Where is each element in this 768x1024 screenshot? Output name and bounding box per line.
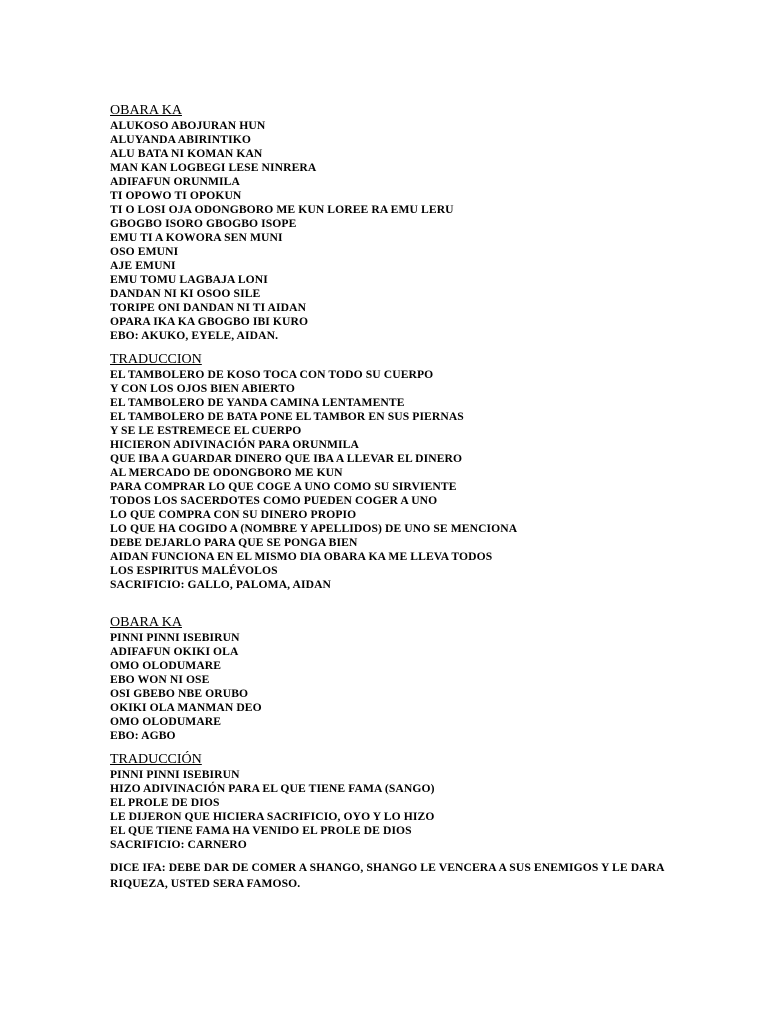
document-page: [110, 102, 750, 892]
section-obara-ka-2: [110, 614, 750, 743]
section-traduccion-1: [110, 351, 750, 592]
translation-line: Y CON LOS OJOS BIEN ABIERTO: [110, 382, 295, 395]
translation-line: AIDAN FUNCIONA EN EL MISMO DIA OBARA KA ME LLEVA TODOS: [110, 550, 493, 563]
section-traduccion-2: [110, 751, 750, 852]
translation-line: QUE IBA A GUARDAR DINERO QUE IBA A LLEVAR EL DINERO: [110, 452, 463, 465]
verse-line: ADIFAFUN ORUNMILA: [110, 175, 240, 188]
translation-line: HICIERON ADIVINACIÓN PARA ORUNMILA: [110, 438, 359, 451]
translation-line: Y SE LE ESTREMECE EL CUERPO: [110, 424, 302, 437]
verse-line: EBO: AKUKO, EYELE, AIDAN.: [110, 329, 279, 342]
section-heading: OBARA KA: [110, 615, 182, 630]
translation-line: LE DIJERON QUE HICIERA SACRIFICIO, OYO Y LO HIZO: [110, 810, 435, 823]
closing-note: [110, 860, 750, 892]
closing-text: DICE IFA: DEBE DAR DE COMER A SHANGO, SHANGO LE VENCERA A SUS ENEMIGOS Y LE DARA RIQUEZA, USTED SERA FAMOSO.: [110, 861, 664, 890]
verse-line: ALU BATA NI KOMAN KAN: [110, 147, 263, 160]
verse-line: TORIPE ONI DANDAN NI TI AIDAN: [110, 301, 307, 314]
verse-line: TI O LOSI OJA ODONGBORO ME KUN LOREE RA EMU LERU: [110, 203, 454, 216]
verse-line: OSI GBEBO NBE ORUBO: [110, 687, 249, 700]
translation-line: EL PROLE DE DIOS: [110, 796, 220, 809]
verse-line: OSO EMUNI: [110, 245, 179, 258]
translation-line: SACRIFICIO: GALLO, PALOMA, AIDAN: [110, 578, 332, 591]
verse-line: GBOGBO ISORO GBOGBO ISOPE: [110, 217, 297, 230]
translation-line: DEBE DEJARLO PARA QUE SE PONGA BIEN: [110, 536, 358, 549]
section-obara-ka-1: [110, 102, 750, 343]
verse-line: ADIFAFUN OKIKI OLA: [110, 645, 239, 658]
translation-line: SACRIFICIO: CARNERO: [110, 838, 247, 851]
verse-line: PINNI PINNI ISEBIRUN: [110, 631, 240, 644]
translation-line: PINNI PINNI ISEBIRUN: [110, 768, 240, 781]
translation-line: LOS ESPIRITUS MALÉVOLOS: [110, 564, 278, 577]
verse-line: ALUKOSO ABOJURAN HUN: [110, 119, 266, 132]
translation-line: LO QUE HA COGIDO A (NOMBRE Y APELLIDOS) DE UNO SE MENCIONA: [110, 522, 518, 535]
verse-line: ALUYANDA ABIRINTIKO: [110, 133, 251, 146]
section-heading: TRADUCCION: [110, 352, 202, 367]
section-heading: OBARA KA: [110, 103, 182, 118]
verse-line: EBO WON NI OSE: [110, 673, 210, 686]
translation-line: AL MERCADO DE ODONGBORO ME KUN: [110, 466, 343, 479]
translation-line: PARA COMPRAR LO QUE COGE A UNO COMO SU SIRVIENTE: [110, 480, 457, 493]
verse-line: OPARA IKA KA GBOGBO IBI KURO: [110, 315, 309, 328]
translation-line: EL TAMBOLERO DE BATA PONE EL TAMBOR EN SUS PIERNAS: [110, 410, 464, 423]
verse-line: AJE EMUNI: [110, 259, 176, 272]
verse-line: OMO OLODUMARE: [110, 659, 222, 672]
verse-line: OMO OLODUMARE: [110, 715, 222, 728]
translation-line: LO QUE COMPRA CON SU DINERO PROPIO: [110, 508, 357, 521]
section-heading: TRADUCCIÓN: [110, 752, 202, 767]
verse-line: EMU TI A KOWORA SEN MUNI: [110, 231, 283, 244]
translation-line: EL TAMBOLERO DE YANDA CAMINA LENTAMENTE: [110, 396, 405, 409]
translation-line: HIZO ADIVINACIÓN PARA EL QUE TIENE FAMA (SANGO): [110, 782, 435, 795]
verse-line: TI OPOWO TI OPOKUN: [110, 189, 242, 202]
translation-line: TODOS LOS SACERDOTES COMO PUEDEN COGER A UNO: [110, 494, 438, 507]
verse-line: EMU TOMU LAGBAJA LONI: [110, 273, 268, 286]
verse-line: OKIKI OLA MANMAN DEO: [110, 701, 262, 714]
translation-line: EL QUE TIENE FAMA HA VENIDO EL PROLE DE DIOS: [110, 824, 412, 837]
translation-line: EL TAMBOLERO DE KOSO TOCA CON TODO SU CUERPO: [110, 368, 434, 381]
verse-line: DANDAN NI KI OSOO SILE: [110, 287, 261, 300]
verse-line: EBO: AGBO: [110, 729, 176, 742]
verse-line: MAN KAN LOGBEGI LESE NINRERA: [110, 161, 317, 174]
